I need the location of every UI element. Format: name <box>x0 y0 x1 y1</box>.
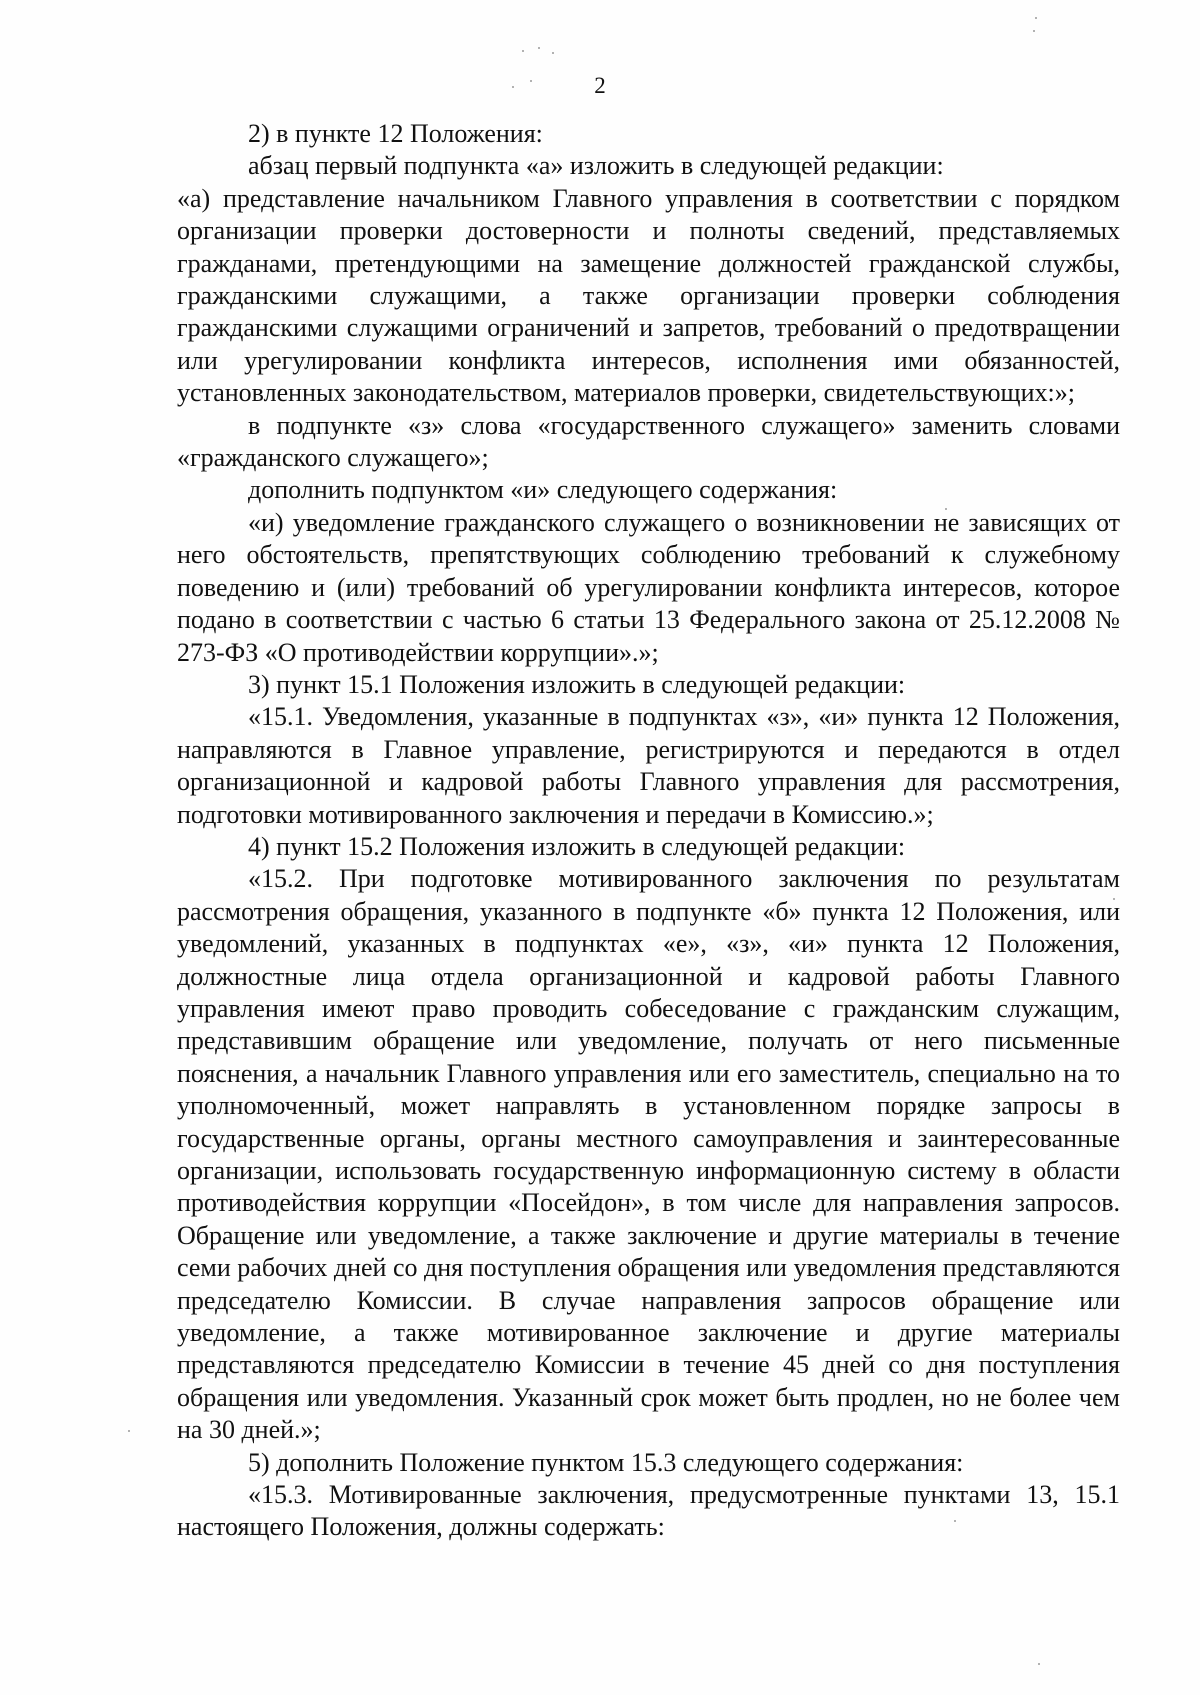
scan-speck <box>128 1430 130 1432</box>
paragraph-item-2: 2) в пункте 12 Положения: <box>248 119 543 148</box>
paragraph-item-4: 4) пункт 15.2 Положения изложить в следующей редакции: <box>248 831 906 861</box>
document-body <box>177 118 1120 1544</box>
scan-speck <box>1033 30 1035 32</box>
paragraph-15-2-text: «15.2. При подготовке мотивированного заключения по результатам рассмотрения обращения, указанного в подпункте «б» пункта 12 Положения, или уведомлений, указанных в подпунктах «е», «з», «и» пункта 12 Положения, должностные лица отдела организационной и кадровой работы Главного управления имеют право проводить собеседование с гражданским служащим, представившим обращение или уведомление, получать от него письменные пояснения, а начальник Главного управления или его заместитель, специально на то уполномоченный, может направлять в установленном порядке запросы в государственные органы, органы местного самоуправления и заинтересованные организации, использовать государственную информационную систему в области противодействия коррупции «Посейдон», в том числе для направления запросов. Обращение или уведомление, а также заключение и другие материалы в течение семи рабочих дней со дня поступления обращения или уведомления представляются председателю Комиссии. В случае направления запросов обращение или уведомление, а также мотивированное заключение и другие материалы представляются председателю Комиссии в течение 45 дней со дня поступления обращения или уведомления. Указанный срок может быть продлен, но не более чем на 30 дней.»; <box>177 864 1120 1445</box>
paragraph-15-3-text: «15.3. Мотивированные заключения, предусмотренные пунктами 13, 15.1 настоящего Положения, должны содержать: <box>177 1480 1120 1542</box>
paragraph-abzac-a: абзац первый подпункта «а» изложить в следующей редакции: <box>248 151 944 181</box>
scan-speck <box>552 52 554 54</box>
paragraph-subitem-a-text: «а) представление начальником Главного управления в соответствии с порядком организации проверки достоверности и полноты сведений, представляемых гражданами, претендующими на замещение должностей гражданской службы, гражданскими служащими, а также организации проверки соблюдения гражданскими служащими ограничений и запретов, требований о предотвращении или урегулировании конфликта интересов, исполнения ими обязанностей, установленных законодательством, материалов проверки, свидетельствующих:»; <box>177 183 1120 408</box>
page-number: 2 <box>594 73 606 98</box>
paragraph-add-subitem-i: дополнить подпунктом «и» следующего содержания: <box>248 475 838 505</box>
paragraph-item-3: 3) пункт 15.1 Положения изложить в следующей редакции: <box>248 669 906 699</box>
paragraph-15-1-text: «15.1. Уведомления, указанные в подпунктах «з», «и» пункта 12 Положения, направляются в Главное управление, регистрируются и передаются в отдел организационной и кадровой работы Главного управления для рассмотрения, подготовки мотивированного заключения и передачи в Комиссию.»; <box>177 702 1120 829</box>
paragraph-item-5: 5) дополнить Положение пунктом 15.3 следующего содержания: <box>248 1447 964 1477</box>
paragraph-subitem-i-text: «и) уведомление гражданского служащего о возникновении не зависящих от него обстоятельств, препятствующих соблюдению требований к служебному поведению и (или) требований об урегулировании конфликта интересов, которое подано в соответствии с частью 6 статьи 13 Федерального закона от 25.12.2008 № 273-ФЗ «О противодействии коррупции».»; <box>177 507 1120 667</box>
paragraph-subitem-z: в подпункте «з» слова «государственного служащего» заменить словами «гражданского служащего»; <box>177 410 1120 473</box>
scan-speck <box>538 47 540 49</box>
scan-speck <box>522 50 524 52</box>
scan-speck <box>1038 1663 1040 1665</box>
scan-speck <box>1035 17 1037 19</box>
